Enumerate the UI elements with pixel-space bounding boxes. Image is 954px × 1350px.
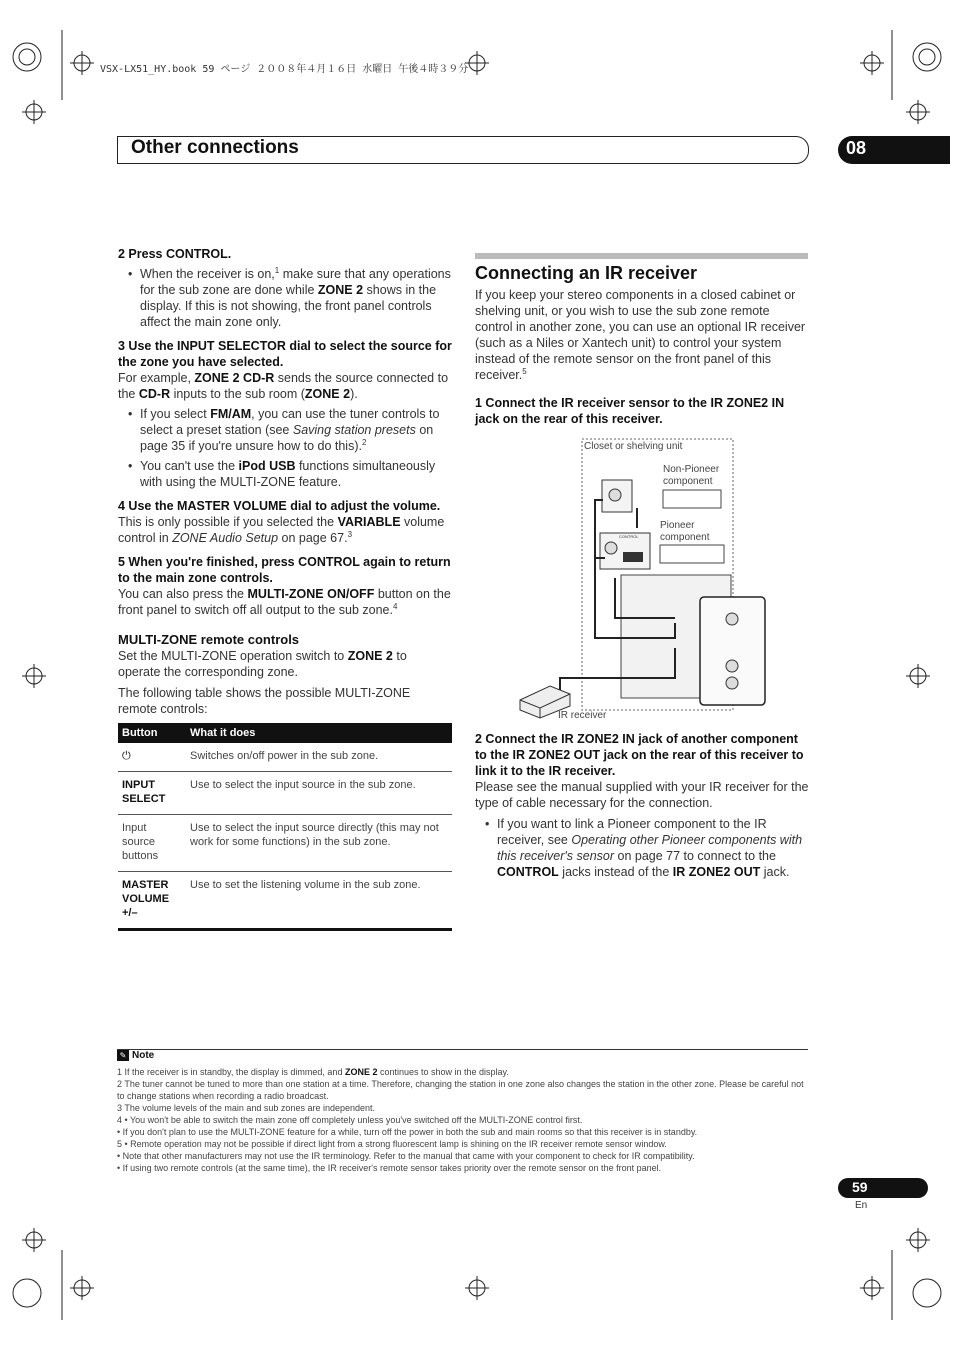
step3-bullet-ipod: • You can't use the iPod USB functions simultaneously with using the MULTI-ZONE feature. [118, 458, 452, 490]
table-cell: Use to select the input source in the sub zone. [186, 772, 452, 815]
ir-receiver-label: IR receiver [558, 710, 607, 721]
table-cell: Input source buttons [118, 815, 186, 872]
table-row [118, 815, 452, 872]
section-bar [475, 253, 808, 259]
power-icon: ⏻ [118, 743, 186, 772]
footnote-4a: 4 • You won't be able to switch the main zone off completely unless you've switched off the MULTI-ZONE control first. [117, 1115, 583, 1125]
left-column [118, 246, 452, 931]
ir-step1-title: 1 Connect the IR receiver sensor to the IR ZONE2 IN jack on the rear of this receiver. [475, 396, 785, 426]
footnote-5c: • If using two remote controls (at the same time), the IR receiver's remote sensor takes priority over the remote sensor on the front panel. [117, 1163, 662, 1173]
ir-step2-bullet: • If you want to link a Pioneer component to the IR receiver, see Operating other Pioneer components with this receiver's sensor on page 77 to connect to the CONTROL jacks instead of the IR ZONE2 OUT jack. [475, 816, 809, 880]
footnote-2: 2 The tuner cannot be tuned to more than one station at a time. Therefore, changing the station in one zone also changes the station in the other zone. Please be careful not to change stations when recording a radio broadcast. [117, 1079, 804, 1101]
book-print-info: VSX-LX51_HY.book 59 ページ ２００８年４月１６日 水曜日 午後４時３９分 [100, 64, 469, 75]
table-cell: INPUT SELECT [118, 772, 186, 815]
step3-text: For example, ZONE 2 CD-R sends the source connected to the CD-R inputs to the sub room (ZONE 2). [118, 371, 449, 401]
section-title: Connecting an IR receiver [475, 263, 698, 283]
non-pioneer-label: Non-Pioneer component [663, 464, 720, 487]
remote-controls-table [118, 723, 452, 931]
footnote-3: 3 The volume levels of the main and sub zones are independent. [117, 1103, 376, 1113]
step4-text: This is only possible if you selected the VARIABLE volume control in ZONE Audio Setup on page 67.$^3$ [118, 515, 445, 545]
footnote-5b: • Note that other manufacturers may not use the IR terminology. Refer to the manual that came with your component to check for IR compatibility. [117, 1151, 695, 1161]
control-panel-label: CONTROL [619, 534, 639, 539]
ir-step2-title: 2 Connect the IR ZONE2 IN jack of another component to the IR ZONE2 OUT jack on the rear of this receiver to link it to the IR receiver. [475, 732, 804, 778]
remote-controls-heading: MULTI-ZONE remote controls [118, 632, 300, 647]
table-cell: Use to select the input source directly (this may not work for some functions) in the sub zone. [186, 815, 452, 872]
right-column-top [475, 287, 809, 427]
table-header-description: What it does [186, 723, 452, 743]
right-column-bottom [475, 731, 809, 880]
step2-title: 2 Press CONTROL. [118, 247, 232, 261]
page-number: 59 [852, 1179, 868, 1195]
ir-step2-text: Please see the manual supplied with your IR receiver for the type of cable necessary for the connection. [475, 780, 809, 810]
non-pioneer-box [663, 490, 721, 508]
page-title: Other connections [131, 137, 299, 158]
step5-title: 5 When you're finished, press CONTROL again to return to the main zone controls. [118, 555, 451, 585]
table-row [118, 772, 452, 815]
intro-text: If you keep your stereo components in a closed cabinet or shelving unit, or you wish to use the sub zone remote control in another zone, you can use an optional IR receiver (such as a Niles or Xantech unit) to control your system instead of the remote sensor on the front panel of this receiver.$^5$ [475, 288, 806, 382]
note-heading: ✎ Note [117, 1050, 154, 1061]
note-icon: ✎ [117, 1050, 129, 1061]
pioneer-box [660, 545, 724, 563]
step4-title: 4 Use the MASTER VOLUME dial to adjust the volume. [118, 499, 441, 513]
remote-text-2: The following table shows the possible MULTI-ZONE remote controls: [118, 686, 411, 716]
cabinet-label: Closet or shelving unit [584, 441, 683, 452]
step3-bullet-fmam: • If you select FM/AM, you can use the tuner controls to select a preset station (see Saving station presets on page 35 if you're unsure how to do this).$^2$ [118, 406, 452, 454]
table-row [118, 743, 452, 772]
footnote-4b: • If you don't plan to use the MULTI-ZONE feature for a while, turn off the power in both the sub and main rooms so that this receiver is in standby. [117, 1127, 698, 1137]
table-cell: Use to set the listening volume in the sub zone. [186, 872, 452, 930]
step5-text: You can also press the MULTI-ZONE ON/OFF button on the front panel to switch off all output to the sub zone.$^4$ [118, 587, 451, 617]
step3-title: 3 Use the INPUT SELECTOR dial to select the source for the zone you have selected. [118, 339, 452, 369]
chapter-number: 08 [846, 138, 867, 158]
footnotes [117, 1066, 809, 1174]
pioneer-label: Pioneer component [660, 520, 710, 543]
notes-divider [117, 1049, 808, 1050]
footnote-5a: 5 • Remote operation may not be possible if direct light from a strong fluorescent lamp is shining on the IR receiver remote sensor window. [117, 1139, 667, 1149]
remote-text-1: Set the MULTI-ZONE operation switch to ZONE 2 to operate the corresponding zone. [118, 649, 407, 679]
table-header-button: Button [118, 723, 186, 743]
step2-bullet: • When the receiver is on,$^1$ make sure that any operations for the sub zone are done while ZONE 2 shows in the display. If this is not showing, the front panel controls affect the main zone only. [118, 266, 452, 330]
table-cell: MASTER VOLUME +/– [118, 872, 186, 930]
language-code: En [855, 1200, 868, 1211]
footnote-1: 1 If the receiver is in standby, the display is dimmed, and ZONE 2 continues to show in the display. [117, 1067, 509, 1077]
table-cell: Switches on/off power in the sub zone. [186, 743, 452, 772]
table-row [118, 872, 452, 930]
